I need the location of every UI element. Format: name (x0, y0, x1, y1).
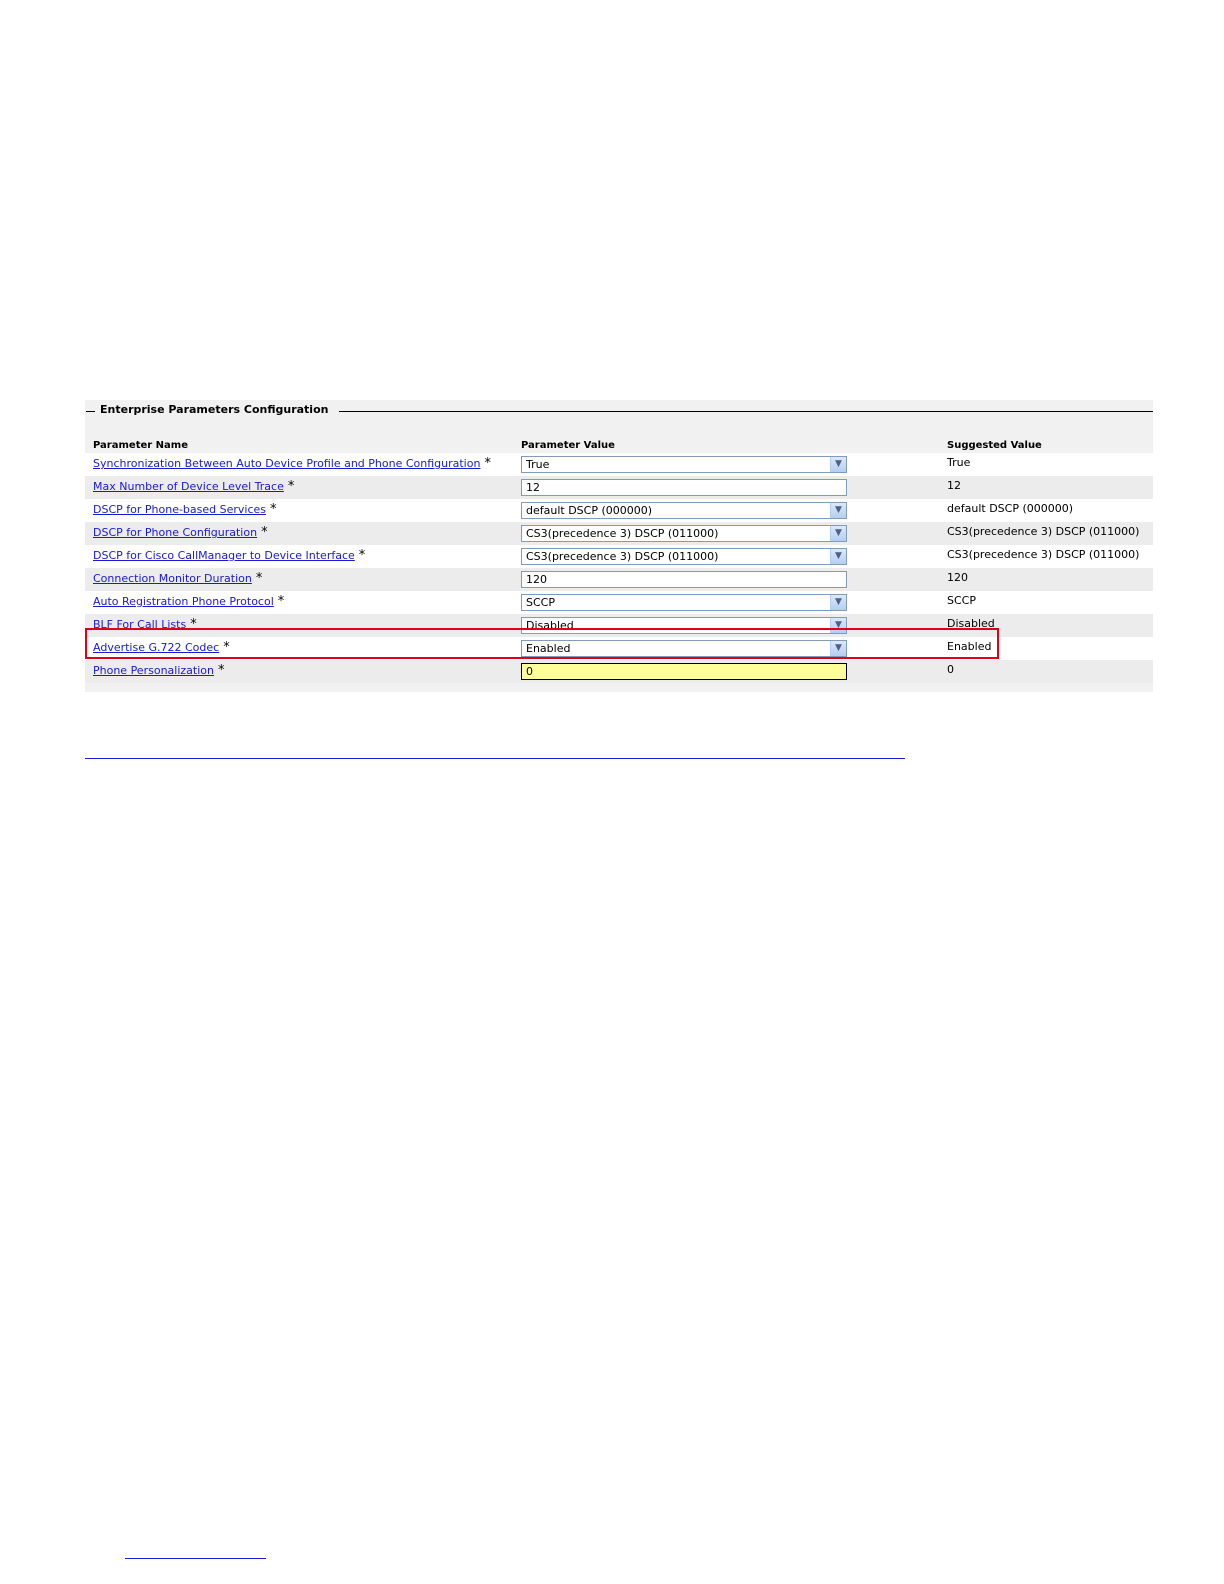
suggested-value: 0 (947, 663, 954, 676)
enterprise-parameters-panel (85, 400, 1153, 692)
suggested-value: 120 (947, 571, 968, 584)
required-marker: * (270, 502, 277, 517)
header-parameter-value: Parameter Value (521, 440, 615, 451)
chevron-down-icon[interactable]: ▼ (830, 503, 846, 518)
parameter-link[interactable]: Advertise G.722 Codec (93, 641, 220, 654)
suggested-value: CS3(precedence 3) DSCP (011000) (947, 525, 1140, 538)
required-marker: * (217, 663, 225, 678)
chevron-down-icon[interactable]: ▼ (830, 641, 846, 656)
parameter-select[interactable] (521, 617, 847, 634)
panel-title: Enterprise Parameters Configuration (100, 403, 332, 416)
parameter-row (85, 499, 1153, 522)
parameter-select-value: CS3(precedence 3) DSCP (011000) (526, 527, 719, 540)
legend-divider (339, 411, 1153, 412)
required-marker: * (287, 479, 295, 494)
parameter-input[interactable]: 120 (521, 571, 847, 588)
horizontal-rule (85, 758, 905, 759)
parameter-select-value: SCCP (526, 596, 555, 609)
header-parameter-name: Parameter Name (93, 440, 188, 451)
parameter-input-focused[interactable]: 0 (521, 663, 847, 680)
parameter-link[interactable]: Auto Registration Phone Protocol (93, 595, 274, 608)
parameter-row (85, 591, 1153, 614)
chevron-down-icon[interactable]: ▼ (830, 457, 846, 472)
parameter-row (85, 453, 1153, 476)
parameter-link[interactable]: BLF For Call Lists (93, 618, 187, 631)
parameter-select[interactable] (521, 640, 847, 657)
chevron-down-icon[interactable]: ▼ (830, 526, 846, 541)
required-marker: * (484, 456, 491, 471)
parameter-link[interactable]: DSCP for Phone-based Services (93, 503, 267, 516)
parameter-row (85, 660, 1153, 683)
required-marker: * (358, 548, 366, 563)
parameter-row (85, 522, 1153, 545)
suggested-value: 12 (947, 479, 961, 492)
parameter-select-value: CS3(precedence 3) DSCP (011000) (526, 550, 719, 563)
parameter-select[interactable] (521, 548, 847, 565)
parameter-link[interactable]: DSCP for Phone Configuration (93, 526, 258, 539)
parameter-select[interactable] (521, 456, 847, 473)
suggested-value: SCCP (947, 594, 976, 607)
legend-divider-left (86, 411, 95, 412)
required-marker: * (190, 617, 197, 632)
parameter-input[interactable]: 12 (521, 479, 847, 496)
chevron-down-icon[interactable]: ▼ (830, 595, 846, 610)
required-marker: * (255, 571, 263, 586)
parameters-table (85, 453, 1153, 683)
required-marker: * (261, 525, 268, 540)
chevron-down-icon[interactable]: ▼ (830, 549, 846, 564)
parameter-select[interactable] (521, 502, 847, 519)
parameter-row (85, 568, 1153, 591)
suggested-value: Enabled (947, 640, 992, 653)
parameter-select-value: True (526, 458, 550, 471)
parameter-row (85, 545, 1153, 568)
parameter-row-highlighted (85, 637, 1153, 660)
suggested-value: default DSCP (000000) (947, 502, 1074, 515)
parameter-select-value: Enabled (526, 642, 571, 655)
parameter-select-value: default DSCP (000000) (526, 504, 653, 517)
parameter-link[interactable]: DSCP for Cisco CallManager to Device Interface (93, 549, 355, 562)
suggested-value: Disabled (947, 617, 995, 630)
header-suggested-value: Suggested Value (947, 440, 1042, 451)
parameter-select[interactable] (521, 525, 847, 542)
parameter-row (85, 614, 1153, 637)
suggested-value: True (947, 456, 971, 469)
parameter-link[interactable]: Phone Personalization (93, 664, 214, 677)
required-marker: * (277, 594, 285, 609)
parameter-select-value: Disabled (526, 619, 574, 632)
parameter-link[interactable]: Synchronization Between Auto Device Profile and Phone Configuration (93, 457, 481, 470)
required-marker: * (223, 640, 230, 655)
parameter-link[interactable]: Max Number of Device Level Trace (93, 480, 284, 493)
suggested-value: CS3(precedence 3) DSCP (011000) (947, 548, 1140, 561)
chevron-down-icon[interactable]: ▼ (830, 618, 846, 633)
panel-legend (85, 403, 1153, 419)
parameter-link[interactable]: Connection Monitor Duration (93, 572, 252, 585)
parameter-select[interactable] (521, 594, 847, 611)
parameter-row (85, 476, 1153, 499)
footnote-rule (125, 1558, 266, 1559)
